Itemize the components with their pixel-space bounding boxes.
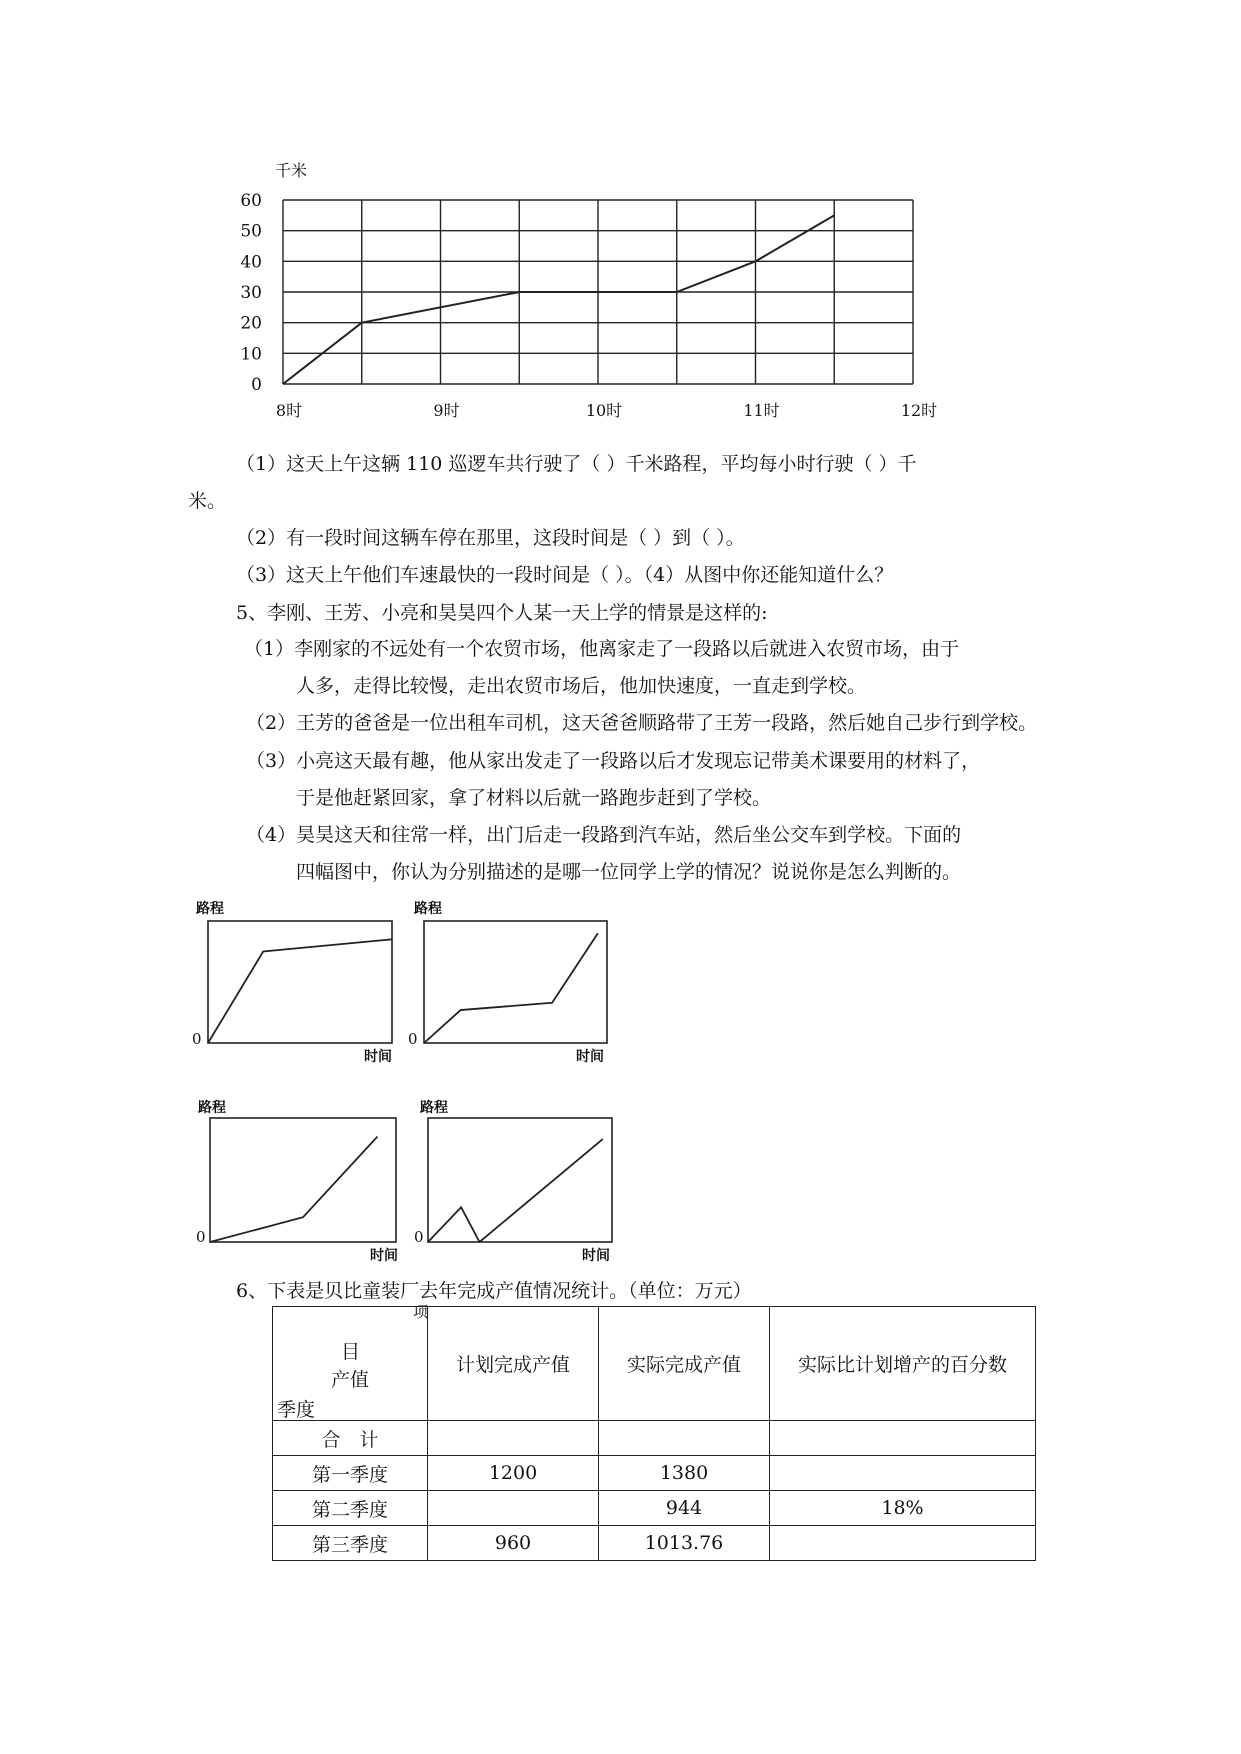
mini-chart-frame [210, 1118, 396, 1242]
question-1-line-a: （1）这天上午这辆 110 巡逻车共行驶了（ ）千米路程，平均每小时行驶（ ）千 [236, 453, 917, 475]
mini-chart-line [428, 1139, 603, 1242]
mini-chart-4 [427, 1117, 613, 1243]
distance-time-chart [0, 0, 1241, 440]
main-x-ticks [276, 401, 937, 420]
header-actual: 实际完成产值 [599, 1307, 770, 1421]
question-2: （2）有一段时间这辆车停在那里，这段时间是（ ）到（ ）。 [236, 527, 745, 549]
y-tick-label: 0 [251, 375, 262, 395]
y-tick-label: 50 [240, 221, 262, 242]
header-plan: 计划完成产值 [428, 1307, 599, 1421]
mini-chart-line [424, 933, 598, 1043]
mini-chart-4-zero: 0 [414, 1228, 424, 1246]
question-5-item-2: （2）王芳的爸爸是一位出租车司机，这天爸爸顺路带了王芳一段路，然后她自己步行到学校。 [246, 712, 1038, 734]
row-label: 合 计 [273, 1421, 428, 1456]
table-row [273, 1456, 1036, 1491]
row-label: 第一季度 [273, 1456, 428, 1491]
question-1-line-b: 米。 [188, 490, 227, 512]
mini-chart-3-ylabel: 路程 [198, 1100, 226, 1116]
mini-chart-line [208, 939, 392, 1043]
mini-chart-3-xlabel: 时间 [370, 1248, 398, 1264]
question-5-item-3a: （3）小亮这天最有趣，他从家出发走了一段路以后才发现忘记带美术课要用的材料了， [246, 750, 981, 772]
cell-plan: 1200 [428, 1456, 599, 1491]
x-tick-label: 12时 [900, 401, 938, 420]
mini-chart-3-zero: 0 [196, 1228, 206, 1246]
table-row [273, 1526, 1036, 1561]
question-3: （3）这天上午他们车速最快的一段时间是（ ）。（4）从图中你还能知道什么？ [236, 564, 894, 586]
cell-actual: 1380 [599, 1456, 770, 1491]
mini-chart-2-xlabel: 时间 [576, 1049, 604, 1065]
cell-plan: 960 [428, 1526, 599, 1561]
mini-chart-2-zero: 0 [408, 1030, 418, 1048]
mini-chart-3 [209, 1117, 397, 1243]
mini-chart-2 [423, 920, 608, 1044]
x-tick-label: 10时 [585, 401, 623, 420]
x-tick-label: 9时 [433, 401, 460, 420]
table-row [273, 1421, 1036, 1456]
corner-label-top: 项 [413, 1303, 429, 1321]
mini-chart-frame [424, 921, 607, 1043]
mini-chart-line [210, 1137, 377, 1242]
y-tick-label: 60 [240, 191, 262, 211]
question-5-intro: 5、李刚、王芳、小亮和昊昊四个人某一天上学的情景是这样的: [236, 602, 768, 624]
mini-chart-frame [208, 921, 392, 1043]
question-6-intro: 6、下表是贝比童装厂去年完成产值情况统计。（单位：万元） [236, 1280, 752, 1302]
corner-label-bottom: 季度 [277, 1399, 316, 1421]
y-tick-label: 30 [240, 283, 262, 303]
question-5-item-4a: （4）昊昊这天和往常一样，出门后走一段路到汽车站，然后坐公交车到学校。下面的 [246, 824, 962, 846]
mini-chart-1-zero: 0 [192, 1030, 202, 1048]
table-header-row [273, 1307, 1036, 1421]
question-5-item-1a: （1）李刚家的不远处有一个农贸市场，他离家走了一段路以后就进入农贸市场，由于 [244, 638, 960, 660]
production-table [272, 1303, 1036, 1561]
question-5-item-1b: 人多，走得比较慢，走出农贸市场后，他加快速度，一直走到学校。 [296, 675, 867, 697]
row-label: 第三季度 [273, 1526, 428, 1561]
mini-chart-1-ylabel: 路程 [196, 901, 224, 917]
cell-actual: 944 [599, 1491, 770, 1526]
question-5-item-3b: 于是他赶紧回家，拿了材料以后就一路跑步赶到了学校。 [296, 787, 772, 809]
cell-plan [428, 1491, 599, 1526]
mini-chart-1 [207, 920, 393, 1044]
mini-chart-2-ylabel: 路程 [414, 901, 442, 917]
cell-percent: 18% [770, 1491, 1036, 1526]
mini-chart-1-xlabel: 时间 [364, 1049, 392, 1065]
x-tick-label: 11时 [743, 401, 780, 420]
main-ylabel: 千米 [275, 161, 308, 180]
corner-label-mid2: 产值 [331, 1369, 370, 1391]
cell-actual [599, 1421, 770, 1456]
cell-percent [770, 1526, 1036, 1561]
x-tick-label: 8时 [275, 401, 303, 420]
cell-plan [428, 1421, 599, 1456]
mini-chart-4-ylabel: 路程 [420, 1100, 448, 1116]
question-5-item-4b: 四幅图中，你认为分别描述的是哪一位同学上学的情况？说说你是怎么判断的。 [296, 861, 962, 883]
mini-chart-frame [428, 1118, 612, 1242]
y-tick-label: 10 [240, 344, 262, 365]
mini-chart-4-xlabel: 时间 [582, 1248, 610, 1264]
cell-percent [770, 1456, 1036, 1491]
table-corner-cell [273, 1303, 429, 1421]
y-tick-label: 40 [240, 252, 262, 273]
cell-percent [770, 1421, 1036, 1456]
row-label: 第二季度 [273, 1491, 428, 1526]
table-row [273, 1491, 1036, 1526]
cell-actual: 1013.76 [599, 1526, 770, 1561]
main-y-ticks [240, 191, 262, 395]
header-percent: 实际比计划增产的百分数 [770, 1307, 1036, 1421]
corner-label-mid1: 目 [341, 1341, 361, 1363]
y-tick-label: 20 [240, 313, 262, 334]
distance-line [283, 215, 834, 384]
